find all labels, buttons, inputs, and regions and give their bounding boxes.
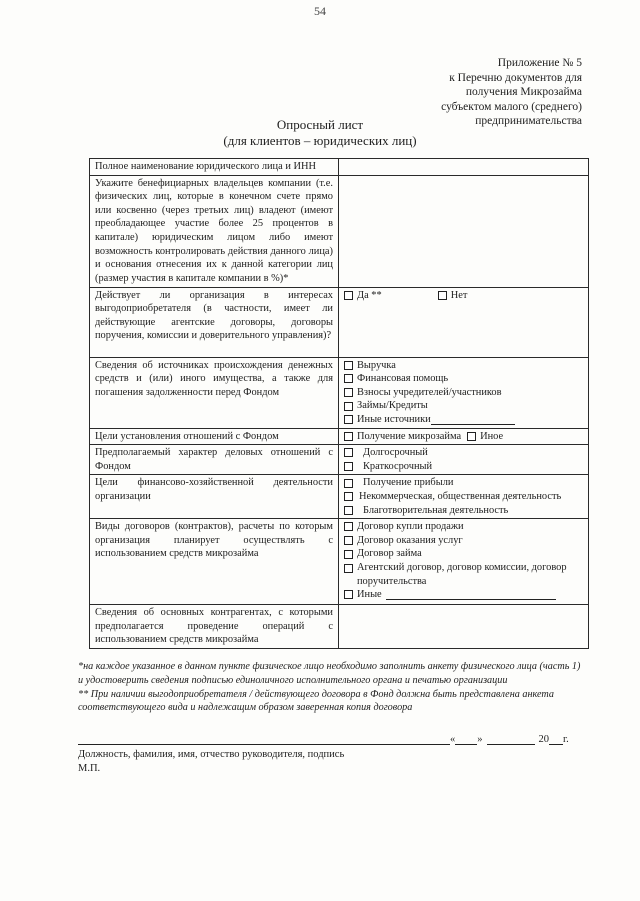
- appendix-line: к Перечню документов для: [449, 71, 582, 84]
- question-cell: [90, 445, 339, 475]
- checkbox-other-sources[interactable]: [344, 415, 353, 424]
- question-text: Укажите бенефициарных владельцев компании (т.е. физических лиц, которые в конечном счете прямо или косвенно (через третьих лиц) владеют (имеют преобладающее участие более 25 процентов в капитале) юридическим лицом либо имеют возможность контролировать действия данного лица) и основания отнесения их к данной категории лиц (размер участия в капитале компании в %)*: [95, 177, 333, 284]
- option-label: Выручка: [357, 359, 396, 371]
- checkbox-profit[interactable]: [344, 479, 353, 488]
- checkbox-non-commercial[interactable]: [344, 492, 353, 501]
- table-row: [90, 519, 589, 605]
- answer-cell: [339, 445, 589, 475]
- question-text: Виды договоров (контрактов), расчеты по которым организация планирует осуществлять с использованием средств микрозайма: [95, 521, 333, 560]
- option-label: Краткосрочный: [363, 460, 433, 472]
- answer-cell: [339, 475, 589, 519]
- checkbox-other-goal[interactable]: [467, 432, 476, 441]
- answer-cell: [339, 287, 589, 357]
- table-row: [90, 428, 589, 445]
- checkbox-revenue[interactable]: [344, 361, 353, 370]
- checkbox-no[interactable]: [438, 291, 447, 300]
- table-row: [90, 357, 589, 428]
- option-label: Договор займа: [357, 548, 422, 560]
- table-row: [90, 287, 589, 357]
- quote-open: «: [450, 734, 456, 745]
- document-title: [0, 117, 640, 149]
- checkbox-get-microloan[interactable]: [344, 432, 353, 441]
- checkbox-loans[interactable]: [344, 402, 353, 411]
- title-main: Опросный лист: [276, 117, 364, 132]
- stamp-placeholder: М.П.: [78, 762, 101, 774]
- signature-line: [78, 734, 588, 745]
- option-label: Договор купли продажи: [357, 521, 464, 533]
- option-label: Получение прибыли: [363, 477, 454, 489]
- option-label: Договор оказания услуг: [357, 534, 463, 546]
- option-label: Агентский договор, договор комиссии, договор поручительства: [357, 561, 567, 587]
- title-sub: (для клиентов – юридических лиц): [223, 133, 417, 148]
- option-label: Займы/Кредиты: [357, 400, 428, 412]
- answer-cell: [339, 428, 589, 445]
- question-text: Сведения об основных контрагентах, с которыми предполагается проведение операций с использованием средств микрозайма: [95, 607, 333, 646]
- table-row: [90, 159, 589, 176]
- question-cell: [90, 605, 339, 649]
- footnotes: [78, 660, 588, 715]
- appendix-line: предпринимательства: [475, 115, 582, 127]
- checkbox-loan-contract[interactable]: [344, 550, 353, 559]
- quote-close: »: [477, 734, 483, 745]
- question-text: Предполагаемый характер деловых отношений с Фондом: [95, 447, 333, 472]
- answer-cell: [339, 519, 589, 605]
- checkbox-financial-aid[interactable]: [344, 374, 353, 383]
- question-text: Полное наименование юридического лица и ИНН: [95, 161, 316, 172]
- caption-text: Должность, фамилия, имя, отчество руководителя, подпись: [78, 749, 345, 760]
- option-label: Иное: [480, 430, 504, 442]
- option-label: Взносы учредителей/участников: [357, 386, 502, 398]
- question-text: Действует ли организация в интересах выгодоприобретателя (в частности, имеет ли действующие агентские договоры, договоры поручения, комиссии и доверительного управления)?: [95, 289, 333, 342]
- option-label: Иные: [357, 589, 382, 601]
- option-label: Некоммерческая, общественная деятельность: [359, 490, 562, 502]
- signature-caption: [78, 748, 344, 775]
- month-input[interactable]: [487, 734, 535, 745]
- answer-field-beneficiaries[interactable]: [339, 175, 589, 287]
- checkbox-founder-contributions[interactable]: [344, 388, 353, 397]
- option-label: Благотворительная деятельность: [363, 504, 509, 516]
- question-cell: [90, 159, 339, 176]
- question-cell: [90, 519, 339, 605]
- question-text: Сведения об источниках происхождения денежных средств и (или) иного имущества, а также для погашения задолженности перед Фондом: [95, 359, 333, 398]
- option-label: Нет: [450, 289, 468, 301]
- table-row: [90, 605, 589, 649]
- question-text: Цели установления отношений с Фондом: [95, 430, 279, 442]
- checkbox-sale-contract[interactable]: [344, 522, 353, 531]
- other-contracts-input[interactable]: [386, 589, 556, 600]
- question-cell: [90, 428, 339, 445]
- day-input[interactable]: [455, 734, 477, 745]
- appendix-line: субъектом малого (среднего): [441, 100, 582, 113]
- checkbox-charity[interactable]: [344, 506, 353, 515]
- table-row: [90, 445, 589, 475]
- footnote-2: ** При наличии выгодоприобретателя / действующего договора в Фонд должна быть представлена анкета соответствующего вида и надлежащим образом заверенная копия договора: [78, 688, 555, 714]
- checkbox-short-term[interactable]: [344, 462, 353, 471]
- year-suffix: г.: [563, 734, 569, 745]
- option-label: Иные источники: [357, 413, 431, 425]
- other-sources-input[interactable]: [431, 414, 515, 425]
- checkbox-agency-contract[interactable]: [344, 564, 353, 573]
- answer-field-counterparties[interactable]: [339, 605, 589, 649]
- option-label: Получение микрозайма: [357, 430, 462, 442]
- option-label: Да **: [357, 289, 382, 301]
- page-number: 54: [314, 4, 326, 18]
- table-row: [90, 475, 589, 519]
- checkbox-services-contract[interactable]: [344, 536, 353, 545]
- answer-field-company-name[interactable]: [339, 159, 589, 176]
- year-input[interactable]: [549, 734, 563, 745]
- question-cell: [90, 475, 339, 519]
- question-text: Цели финансово-хозяйственной деятельности организации: [95, 477, 333, 502]
- signature-input[interactable]: [78, 734, 450, 745]
- checkbox-yes[interactable]: [344, 291, 353, 300]
- option-label: Долгосрочный: [363, 447, 428, 459]
- appendix-line: получения Микрозайма: [465, 86, 582, 98]
- question-cell: [90, 175, 339, 287]
- table-row: [90, 175, 589, 287]
- checkbox-long-term[interactable]: [344, 448, 353, 457]
- questionnaire-table: [89, 158, 589, 649]
- footnote-1: *на каждое указанное в данном пункте физическое лицо необходимо заполнить анкету физического лица (часть 1) и удостоверить сведения подписью единоличного исполнительного органа и печатью организации: [78, 661, 581, 686]
- question-cell: [90, 287, 339, 357]
- answer-cell: [339, 357, 589, 428]
- appendix-line: Приложение № 5: [497, 57, 582, 69]
- question-cell: [90, 357, 339, 428]
- year-prefix: 20: [538, 734, 549, 745]
- checkbox-other-contracts[interactable]: [344, 590, 353, 599]
- option-label: Финансовая помощь: [357, 373, 449, 385]
